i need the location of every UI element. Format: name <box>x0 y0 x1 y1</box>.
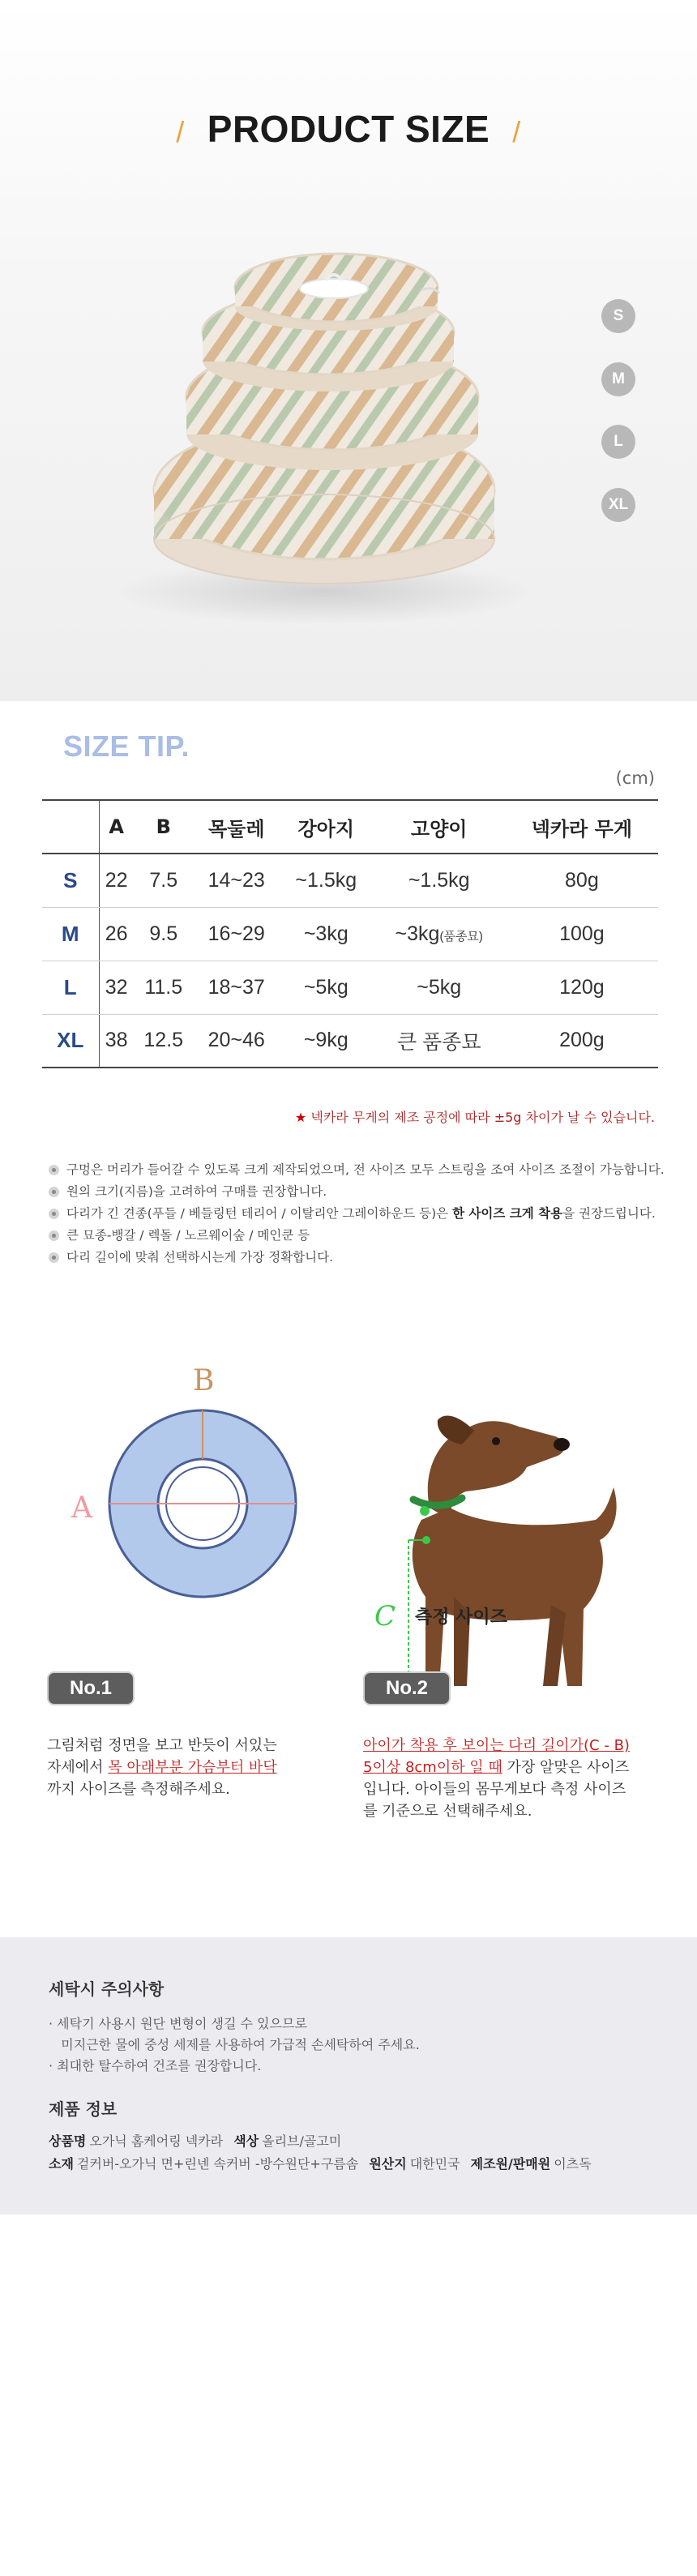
product-info-line-2 <box>49 2153 592 2176</box>
header-a: A <box>99 800 134 854</box>
product-name-value: 오가닉 홈케어링 넥카라 <box>89 2133 224 2149</box>
instruction-1-highlight: 목 아래부분 가슴부터 바닥 <box>108 1759 277 1776</box>
collar-s <box>235 254 439 331</box>
cell-cat-value: ~1.5kg <box>408 868 470 892</box>
cell-weight: 100g <box>506 907 658 961</box>
cell-cat-value: ~5kg <box>417 975 462 999</box>
header-weight: 넥카라 무게 <box>506 800 658 854</box>
star-icon: ★ <box>294 1110 307 1125</box>
table-row <box>42 854 658 907</box>
instruction-2-line2-post: 가장 알맞은 사이즈 <box>502 1759 630 1776</box>
cell-a: 38 <box>99 1014 134 1068</box>
label-a: A <box>71 1491 92 1525</box>
instruction-1 <box>47 1735 323 1800</box>
product-info-line-1 <box>49 2130 341 2153</box>
cell-a: 22 <box>99 854 134 907</box>
care-section <box>0 1937 697 2214</box>
instruction-2-line4: 를 기준으로 선택해주세요. <box>363 1803 532 1820</box>
table-row <box>42 1014 658 1068</box>
cell-neck: 16~29 <box>194 907 280 961</box>
header-neck: 목둘레 <box>194 800 280 854</box>
list-item <box>49 1203 665 1225</box>
header-b: B <box>134 800 194 854</box>
maker-value: 이츠독 <box>554 2156 592 2172</box>
no2-badge: No.2 <box>363 1671 451 1705</box>
size-table-header <box>42 800 658 854</box>
cell-cat <box>373 961 506 1014</box>
row-size: L <box>42 961 99 1014</box>
title-slash-right: / <box>512 115 521 148</box>
weight-tolerance-note <box>295 1107 655 1126</box>
cell-a: 32 <box>99 961 134 1014</box>
instruction-2-line3: 입니다. 아이들의 몸무게보다 측정 사이즈 <box>363 1781 626 1798</box>
instruction-2-line1 <box>363 1735 663 1757</box>
no1-badge: No.1 <box>47 1671 135 1705</box>
collar-diagram <box>71 1364 296 1597</box>
maker-label: 제조원/판매원 <box>470 2156 551 2172</box>
list-item <box>49 1181 665 1203</box>
list-item <box>49 1159 665 1181</box>
list-item <box>49 1247 665 1269</box>
material-label: 소재 <box>49 2156 74 2172</box>
instruction-2-highlight-1: 아이가 착용 후 보이는 다리 길이가(C - B) <box>363 1737 630 1754</box>
weight-tolerance-text: 넥카라 무게의 제조 공정에 따라 ±5g 차이가 날 수 있습니다. <box>310 1110 655 1125</box>
cell-cat-value: 큰 품종묘 <box>396 1030 481 1054</box>
note-text: 다리 길이에 맞춰 선택하시는게 가장 정확합니다. <box>66 1250 334 1264</box>
cell-cat <box>373 854 506 907</box>
table-row <box>42 907 658 961</box>
bullet-icon <box>49 1165 59 1175</box>
origin-label: 원산지 <box>369 2156 407 2172</box>
size-badge-m: M <box>601 362 635 396</box>
note-text: 구멍은 머리가 들어갈 수 있도록 크게 제작되었으며, 전 사이즈 모두 스트링을 조여 사이즈 조절이 가능합니다. <box>66 1162 665 1177</box>
cell-cat <box>373 907 506 961</box>
title-text: PRODUCT SIZE <box>207 108 490 150</box>
bullet-icon <box>49 1209 59 1219</box>
origin-value: 대한민국 <box>409 2156 460 2172</box>
care-line-2: 미지근한 물에 중성 세제를 사용하여 가급적 손세탁하여 주세요. <box>49 2037 420 2052</box>
cell-weight: 120g <box>506 961 658 1014</box>
cell-b: 7.5 <box>134 854 194 907</box>
cell-dog: ~3kg <box>280 907 373 961</box>
stacked-collars-illustration <box>0 0 697 701</box>
instruction-2-highlight-2: 5이상 8cm이하 일 때 <box>363 1759 502 1776</box>
size-badge-l: L <box>601 425 635 459</box>
label-b: B <box>193 1364 215 1397</box>
cell-neck: 18~37 <box>194 961 280 1014</box>
care-line-1: · 세탁기 사용시 원단 변형이 생길 수 있으므로 <box>49 2016 307 2031</box>
page-title <box>0 107 697 151</box>
instruction-1-line3: 까지 사이즈를 측정해주세요. <box>47 1781 230 1798</box>
product-name-label: 상품명 <box>49 2133 87 2149</box>
cell-neck: 20~46 <box>194 1014 280 1068</box>
cell-dog: ~1.5kg <box>280 854 373 907</box>
note-text-post: 을 권장드립니다. <box>562 1206 656 1221</box>
cell-cat-note: (품종묘) <box>439 929 483 944</box>
cell-weight: 80g <box>506 854 658 907</box>
row-size: S <box>42 854 99 907</box>
table-row <box>42 961 658 1014</box>
hero-section <box>0 0 697 701</box>
dog-illustration <box>374 1415 617 1686</box>
note-text: 큰 묘종-뱅갈 / 렉돌 / 노르웨이숲 / 메인쿤 등 <box>66 1228 310 1243</box>
care-title: 세탁시 주의사항 <box>49 1979 165 1999</box>
cell-dog: ~5kg <box>280 961 373 1014</box>
header-dog: 강아지 <box>280 800 373 854</box>
instruction-1-line2 <box>47 1757 323 1778</box>
dog-caption: 측정 사이즈 <box>415 1607 507 1628</box>
care-line-3: · 최대한 탈수하여 건조를 권장합니다. <box>49 2058 262 2073</box>
size-badge-xl: XL <box>601 488 635 522</box>
instruction-2-line2 <box>363 1757 663 1778</box>
label-c: C <box>374 1600 396 1632</box>
bullet-icon <box>49 1252 59 1263</box>
header-cat: 고양이 <box>373 800 506 854</box>
note-text: 원의 크기(지름)을 고려하여 구매를 권장합니다. <box>66 1184 327 1199</box>
unit-label: (cm) <box>615 768 655 788</box>
row-size: M <box>42 907 99 961</box>
color-value: 올리브/골고미 <box>262 2133 342 2149</box>
cell-b: 9.5 <box>134 907 194 961</box>
instruction-1-line1: 그림처럼 정면을 보고 반듯이 서있는 <box>47 1737 277 1754</box>
bullet-icon <box>49 1230 59 1241</box>
cell-weight: 200g <box>506 1014 658 1068</box>
bullet-icon <box>49 1187 59 1197</box>
cell-b: 11.5 <box>134 961 194 1014</box>
material-value: 겉커버-오가닉 면+린넨 속커버 -방수원단+구름솜 <box>76 2156 359 2172</box>
cell-dog: ~9kg <box>280 1014 373 1068</box>
cell-cat-value: ~3kg <box>395 922 440 945</box>
note-text-bold: 한 사이즈 크게 착용 <box>452 1206 563 1221</box>
color-label: 색상 <box>233 2133 259 2149</box>
cell-a: 26 <box>99 907 134 961</box>
note-text-pre: 다리가 긴 견종(푸들 / 베들링턴 테리어 / 이탈리안 그레이하운드 등)은 <box>66 1206 453 1221</box>
cell-b: 12.5 <box>134 1014 194 1068</box>
list-item <box>49 1225 665 1247</box>
size-notes-list <box>49 1159 665 1269</box>
size-tip-title: SIZE TIP. <box>63 730 190 763</box>
size-badge-s: S <box>601 299 635 333</box>
title-slash-left: / <box>176 115 185 148</box>
cell-neck: 14~23 <box>194 854 280 907</box>
measure-section <box>0 1346 697 1913</box>
header-corner <box>42 800 99 854</box>
row-size: XL <box>42 1014 99 1068</box>
size-table <box>42 799 658 1068</box>
product-info-title: 제품 정보 <box>49 2099 118 2119</box>
instruction-1-line2-pre: 자세에서 <box>47 1759 109 1776</box>
cell-cat <box>373 1014 506 1068</box>
instruction-2 <box>363 1735 663 1822</box>
